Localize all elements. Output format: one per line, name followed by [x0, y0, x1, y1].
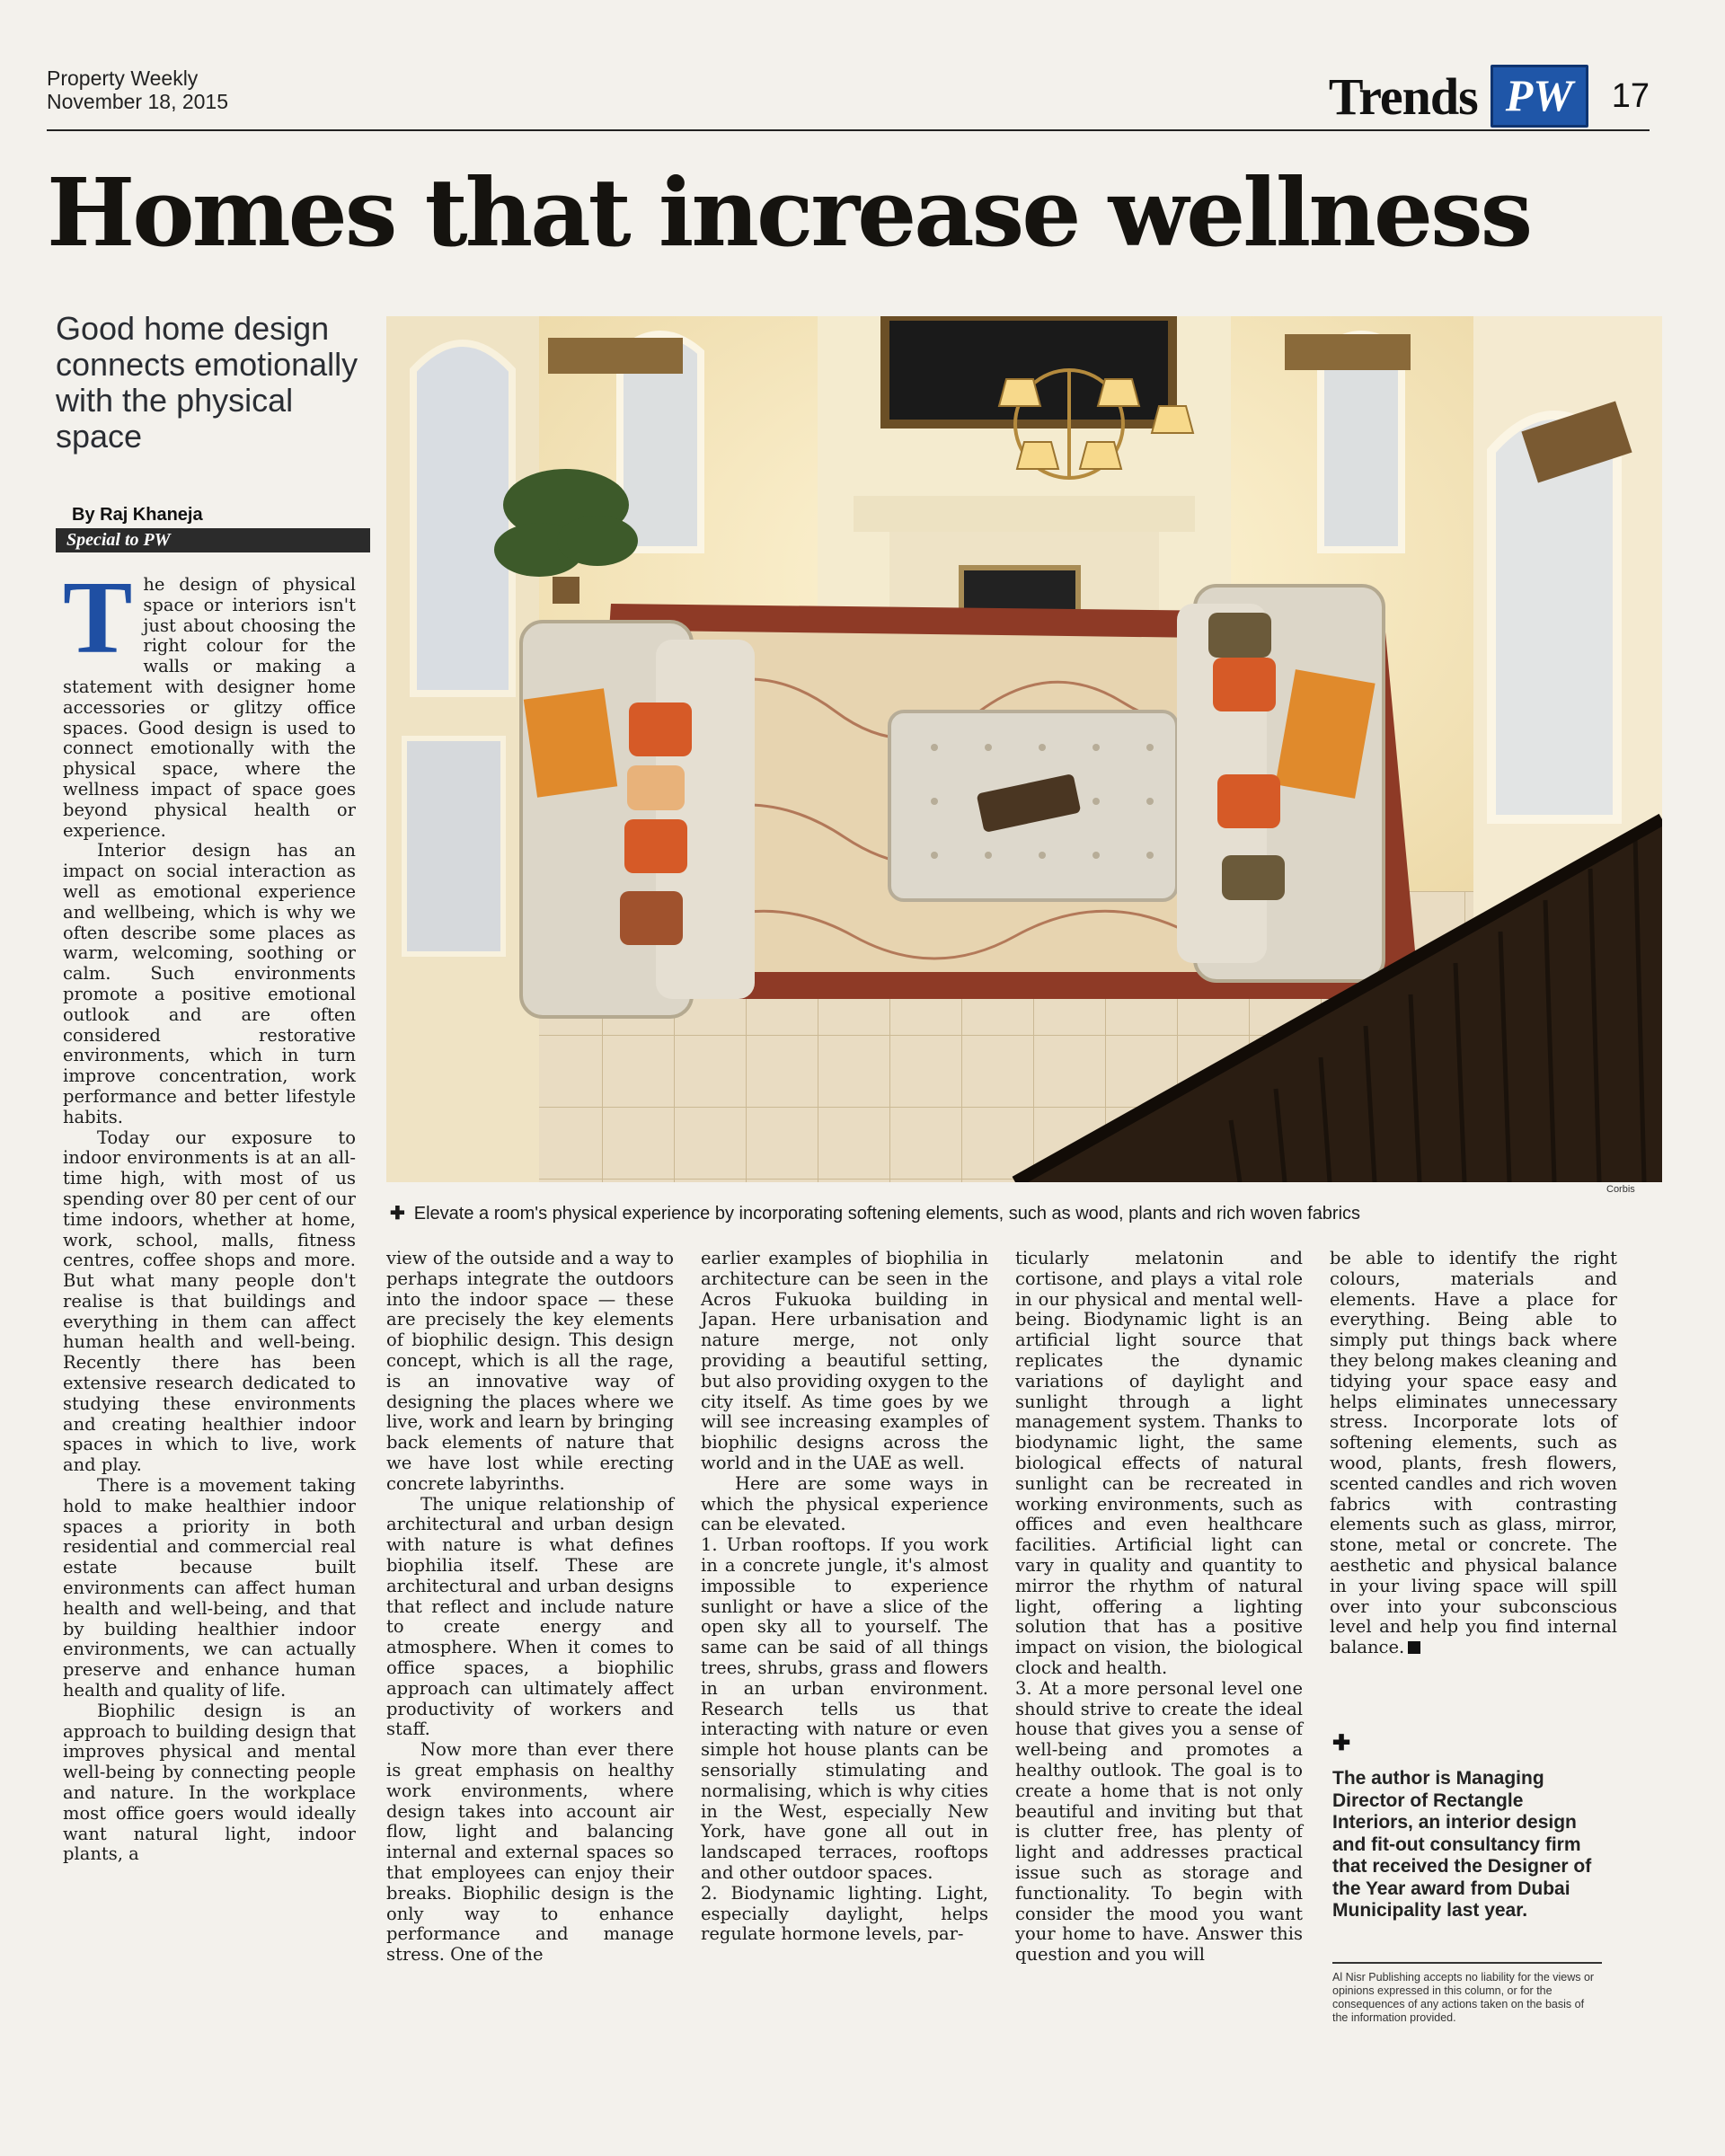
- caption-plus-icon: ✚: [390, 1204, 405, 1224]
- article-byline: By Raj Khaneja: [72, 505, 203, 525]
- paragraph: Now more than ever there is great emphasis on healthy work environments, where design takes into account air flow, light and balancing internal and external spaces so that employees can enjoy their breaks. Biophilic design is the only way to enhance performance and manage stress. One of the: [386, 1739, 674, 1966]
- paragraph: Biophilic design is an approach to building design that improves physical and mental well-being by connecting people and nature. In the workplace most office goers would ideally want natural light, indoor plants, a: [63, 1700, 356, 1865]
- article-column-5: [1330, 1249, 1617, 1658]
- paragraph: earlier examples of biophilia in architecture can be seen in the Acros Fukuoka building in Japan. Here urbanisation and nature merge, not only providing a beautiful setting, but also providing oxygen to the city itself. As time goes by we will see increasing examples of biophilic designs across the world and in the UAE as well.: [701, 1248, 988, 1473]
- article-column-2: [386, 1249, 674, 1966]
- author-note: The author is Managing Director of Rectangle Interiors, an interior design and fit-out consultancy firm that received the Designer of the Year award from Dubai Municipality last year.: [1332, 1768, 1592, 1921]
- photo-caption: [390, 1202, 1648, 1224]
- disclaimer-rule: [1332, 1962, 1602, 1964]
- end-mark-icon: [1408, 1641, 1420, 1654]
- pw-badge-logo: PW: [1491, 65, 1588, 128]
- drop-cap: T: [63, 561, 133, 676]
- caption-text: Elevate a room's physical experience by incorporating softening elements, such as wood, plants and rich woven fabrics: [413, 1204, 1361, 1224]
- article-column-1: [63, 561, 356, 1865]
- article-column-4: [1015, 1249, 1303, 1966]
- paragraph: There is a movement taking hold to make healthier indoor spaces a priority in both residential and commercial real estate because built environments can affect human health and well-being, and that by building healthier indoor environments, we can actually preserve and enhance human health and quality of life.: [63, 1475, 356, 1701]
- paragraph: view of the outside and a way to perhaps integrate the outdoors into the indoor space — these are precisely the key elements of biophilic design. This design concept, which is all the rage, is an innovative way of designing the places where we live, work and learn by bringing back elements of nature that we have lost while erecting concrete labyrinths.: [386, 1248, 674, 1494]
- paragraph: Here are some ways in which the physical experience can be elevated.: [701, 1472, 988, 1535]
- publication-info: [47, 66, 228, 113]
- living-room-illustration: [386, 316, 1662, 1182]
- paragraph: 3. At a more personal level one should strive to create the ideal house that gives you a sense of well-being and promotes a healthy outlook. The goal is to create a home that is not only beautiful and inviting but that is clutter free, has plenty of light and addresses practical issue such as storage and functionality. To begin with consider the mood you want your home to have. Answer this question and you will: [1015, 1677, 1303, 1966]
- paragraph: The unique relationship of architectural and urban design with nature is what defines biophilia itself. These are architectural and urban designs that reflect and include nature to create energy and atmosphere. When it comes to office spaces, a biophilic approach can ultimately affect productivity of workers and staff.: [386, 1493, 674, 1740]
- paragraph: 1. Urban rooftops. If you work in a concrete jungle, it's almost impossible to experience sunlight or have a slice of the open sky all to yourself. The same can be said of all things trees, shrubs, grass and flowers in an urban environment. Research tells us that interacting with nature or even simple hot house plants can be sensorially stimulating and normalising, which is why cities in the West, especially New York, have gone all out in landscaped terraces, rooftops and other outdoor spaces.: [701, 1534, 988, 1883]
- section-brand: [1329, 65, 1650, 128]
- paragraph: Today our exposure to indoor environments is at an all-time high, with most of us spending over 80 per cent of our time indoors, whether at home, work, school, malls, fitness centres, coffee shops and more. But what many people don't realise is that buildings and everything in them can affect human health and well-being. Recently there has been extensive research dedicated to studying these environments and creating healthier indoor spaces in which to live, work and play.: [63, 1127, 356, 1476]
- photo-credit: Corbis: [1606, 1184, 1635, 1195]
- publication-name: Property Weekly: [47, 66, 199, 90]
- paragraph: The design of physical space or interiors isn't just about choosing the right colour for the walls or making a statement with designer home accessories or glitzy office spaces. Good design is used to connect emotionally with the physical space, where the wellness impact of space goes beyond physical health or experience.: [63, 561, 356, 841]
- plus-separator-icon: ✚: [1332, 1731, 1351, 1755]
- header-rule: [47, 129, 1650, 131]
- article-column-3: [701, 1249, 988, 1945]
- living-room-photo: [386, 316, 1662, 1182]
- disclaimer: Al Nisr Publishing accepts no liability for the views or opinions expressed in this column, or for the consequences of any actions taken on the basis of the information provided.: [1332, 1971, 1595, 2024]
- paragraph: ticularly melatonin and cortisone, and plays a vital role in our physical and mental well-being. Biodynamic light is an artificial light source that replicates the dynamic variations of daylight and sunlight through a light management system. Thanks to biodynamic light, the same biological effects of natural sunlight can be recreated in working environments, such as offices and even healthcare facilities. Artificial light can vary in quality and quantity to mirror the rhythm of natural light, offering a lighting solution that has a positive impact on vision, the biological clock and health.: [1015, 1248, 1303, 1678]
- article-headline: Homes that increase wellness: [47, 157, 1531, 268]
- paragraph: 2. Biodynamic lighting. Light, especially daylight, helps regulate hormone levels, par-: [701, 1882, 988, 1945]
- page-number: 17: [1611, 76, 1650, 115]
- section-title: Trends: [1328, 66, 1478, 126]
- publication-date: November 18, 2015: [47, 90, 229, 113]
- article-deck: Good home design connects emotionally with the physical space: [56, 310, 358, 455]
- special-label: Special to PW: [56, 528, 370, 552]
- paragraph: Interior design has an impact on social interaction as well as emotional experience and wellbeing, which is why we often describe some places as warm, welcoming, soothing or calm. Such environments promote a positive emotional outlook and are often considered restorative environments, which in turn improve concentration, work performance and better lifestyle habits.: [63, 840, 356, 1127]
- paragraph: be able to identify the right colours, materials and elements. Have a place for everything. Being able to simply put things back where they belong makes cleaning and tidying your space easy and helps eliminates unnecessary stress. Incorporate lots of softening elements, such as wood, plants, fresh flowers, scented candles and rich woven fabrics with contrasting elements such as glass, mirror, stone, metal or concrete. The aesthetic and physical balance in your living space will spill over into your subconscious level and help you find internal balance.: [1330, 1248, 1617, 1658]
